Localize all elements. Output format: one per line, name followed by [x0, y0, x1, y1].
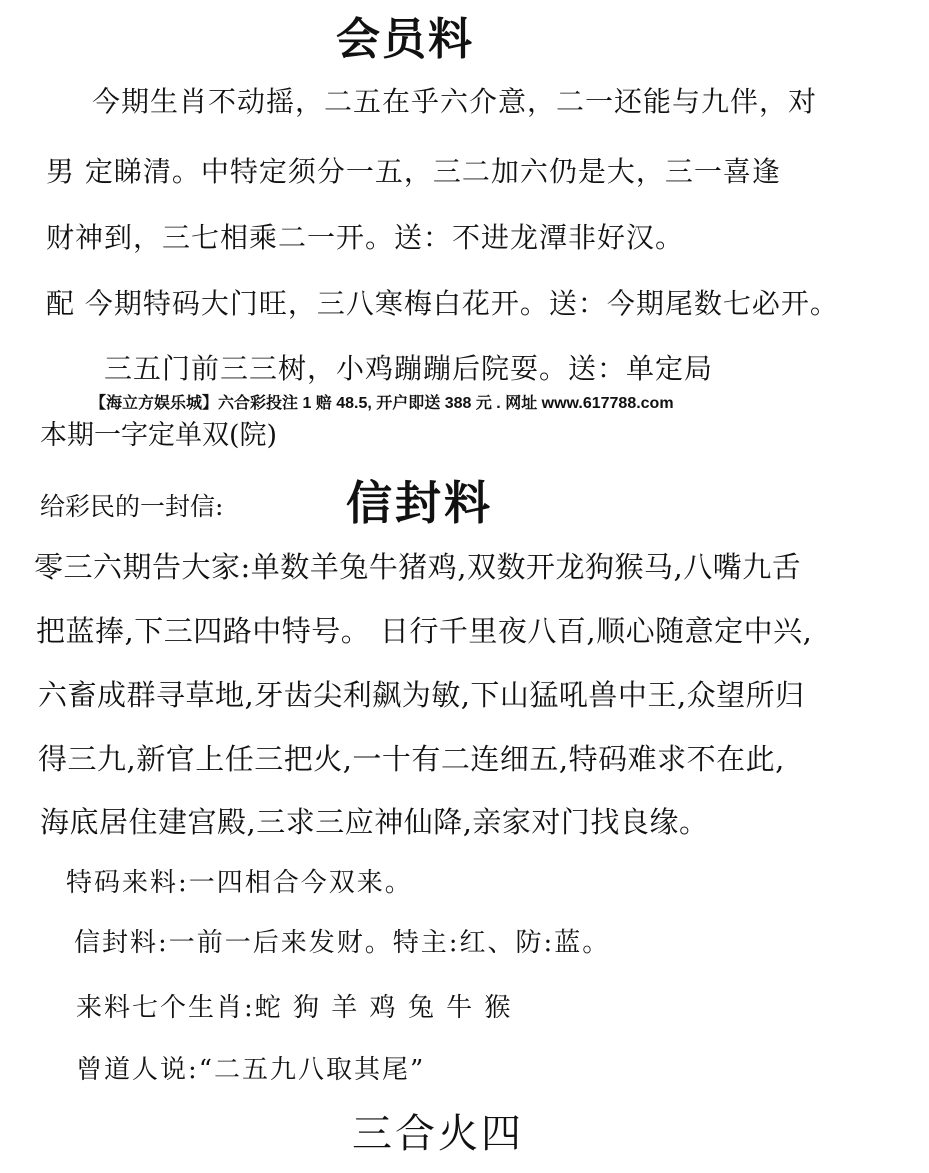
footer-title: 三合火四 [352, 1111, 524, 1157]
letter-paragraph-line-4: 得三九,新官上任三把火,一十有二连细五,特码难求不在此, [38, 742, 785, 776]
letter-intro: 给彩民的一封信: [40, 492, 224, 521]
envelope-note: 信封料:一前一后来发财。特主:红、防:蓝。 [74, 928, 611, 958]
member-line-1: 今期生肖不动摇，二五在乎六介意，二一还能与九伴，对 [92, 85, 818, 118]
special-code-note: 特码来料:一四相合今双来。 [66, 868, 413, 898]
letter-paragraph-line-1: 零三六期告大家:单数羊兔牛猪鸡,双数开龙狗猴马,八嘴九舌 [34, 550, 802, 584]
zodiac-note: 来料七个生肖:蛇 狗 羊 鸡 兔 牛 猴 [76, 993, 513, 1023]
member-section-title: 会员料 [336, 14, 474, 65]
member-line-3: 财神到，三七相乘二一开。送：不进龙潭非好汉。 [46, 221, 685, 254]
member-line-5: 三五门前三三树，小鸡蹦蹦后院耍。送：单定局 [104, 352, 714, 385]
letter-paragraph-line-5: 海底居住建宫殿,三求三应神仙降,亲家对门找良缘。 [40, 805, 709, 839]
single-double-line: 本期一字定单双(院) [40, 420, 278, 451]
letter-paragraph-line-3: 六畜成群寻草地,牙齿尖利飙为敏,下山猛吼兽中王,众望所归 [38, 678, 805, 712]
letter-section-title: 信封料 [346, 476, 493, 530]
member-line-2: 男 定睇清。中特定须分一五，三二加六仍是大，三一喜逢 [46, 155, 781, 188]
member-line-4: 配 今期特码大门旺，三八寒梅白花开。送：今期尾数七必开。 [46, 287, 839, 320]
quote-note: 曾道人说:“二五九八取其尾” [76, 1055, 426, 1085]
letter-paragraph-line-2: 把蓝捧,下三四路中特号。 日行千里夜八百,顺心随意定中兴, [36, 614, 813, 648]
ad-banner-text: 【海立方娱乐城】六合彩投注 1 赔 48.5, 开户即送 388 元 . 网址 www.617788.com [90, 395, 674, 412]
